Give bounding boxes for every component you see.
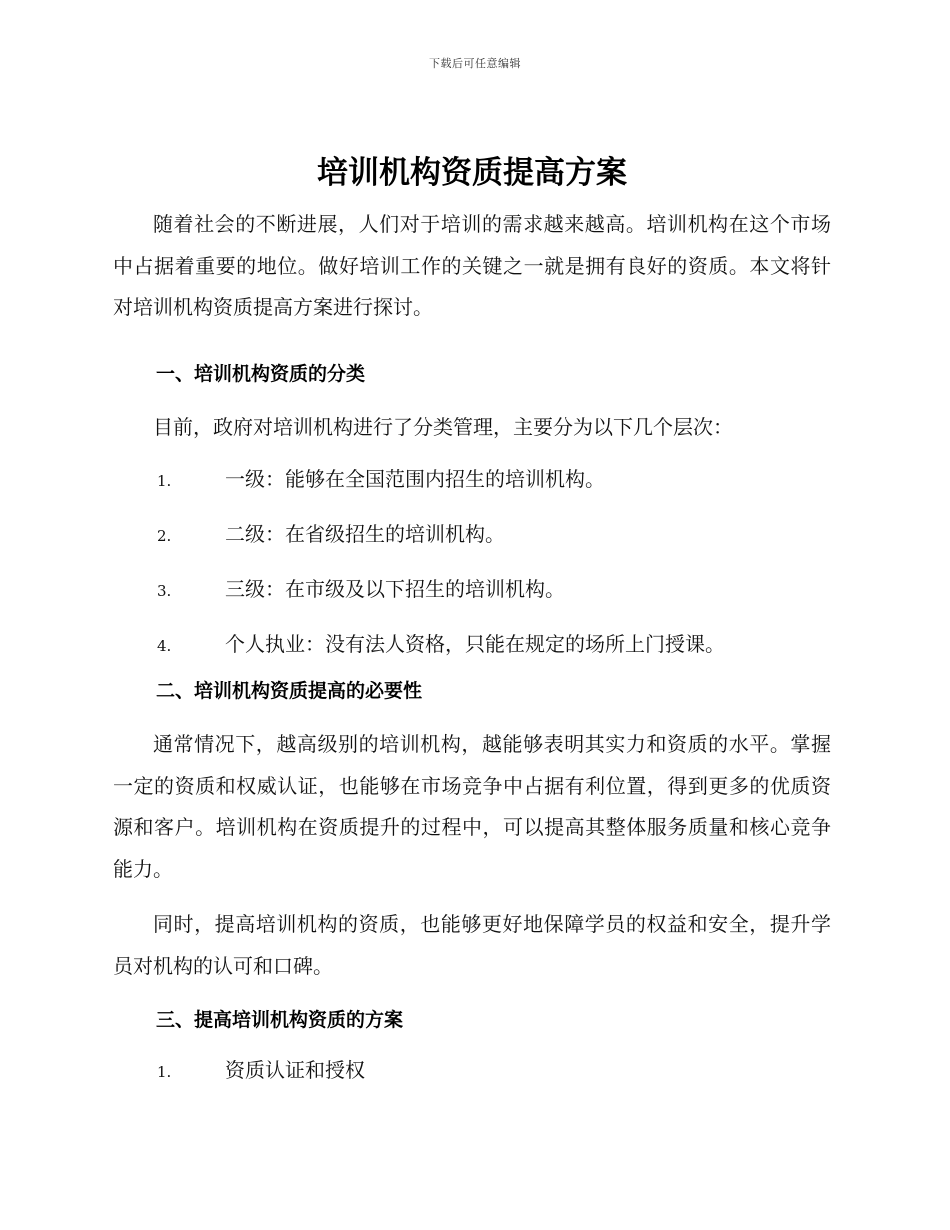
list-item xyxy=(113,562,831,617)
section-1-heading: 一、培训机构资质的分类 xyxy=(156,362,366,385)
list-text: 三级：在市级及以下招生的培训机构。 xyxy=(225,577,565,601)
document-title: 培训机构资质提高方案 xyxy=(317,155,627,191)
list-item xyxy=(113,452,831,507)
list-number: 3. xyxy=(157,582,172,600)
list-number: 1. xyxy=(157,472,172,490)
intro-paragraph: 随着社会的不断进展，人们对于培训的需求越来越高。培训机构在这个市场中占据着重要的地位。做好培训工作的关键之一就是拥有良好的资质。本文将针对培训机构资质提高方案进行探讨。 xyxy=(113,212,831,319)
document-body xyxy=(113,148,831,1098)
list-item xyxy=(113,507,831,562)
section-2-paragraph-1: 通常情况下，越高级别的培训机构，越能够表明其实力和资质的水平。掌握一定的资质和权威认证，也能够在市场竞争中占据有利位置，得到更多的优质资源和客户。培训机构在资质提升的过程中，可以提高其整体服务质量和核心竞争能力。 xyxy=(113,732,831,881)
section-2-paragraph-2: 同时，提高培训机构的资质，也能够更好地保障学员的权益和安全，提升学员对机构的认可和口碑。 xyxy=(113,912,831,978)
section-3-list xyxy=(113,1043,831,1098)
header-note: 下载后可任意编辑 xyxy=(429,57,521,70)
section-2-heading: 二、培训机构资质提高的必要性 xyxy=(156,680,423,702)
section-3-heading: 三、提高培训机构资质的方案 xyxy=(156,1009,404,1031)
section-1-lead: 目前，政府对培训机构进行了分类管理，主要分为以下几个层次： xyxy=(153,414,733,439)
list-number: 4. xyxy=(157,637,172,655)
list-number: 1. xyxy=(157,1063,172,1081)
section-1-list xyxy=(113,452,831,672)
list-item xyxy=(113,617,831,672)
list-text: 资质认证和授权 xyxy=(225,1058,365,1082)
list-item xyxy=(113,1043,831,1098)
list-text: 一级：能够在全国范围内招生的培训机构。 xyxy=(225,467,605,491)
list-text: 二级：在省级招生的培训机构。 xyxy=(225,522,505,546)
list-number: 2. xyxy=(157,527,172,545)
list-text: 个人执业：没有法人资格，只能在规定的场所上门授课。 xyxy=(225,632,725,656)
